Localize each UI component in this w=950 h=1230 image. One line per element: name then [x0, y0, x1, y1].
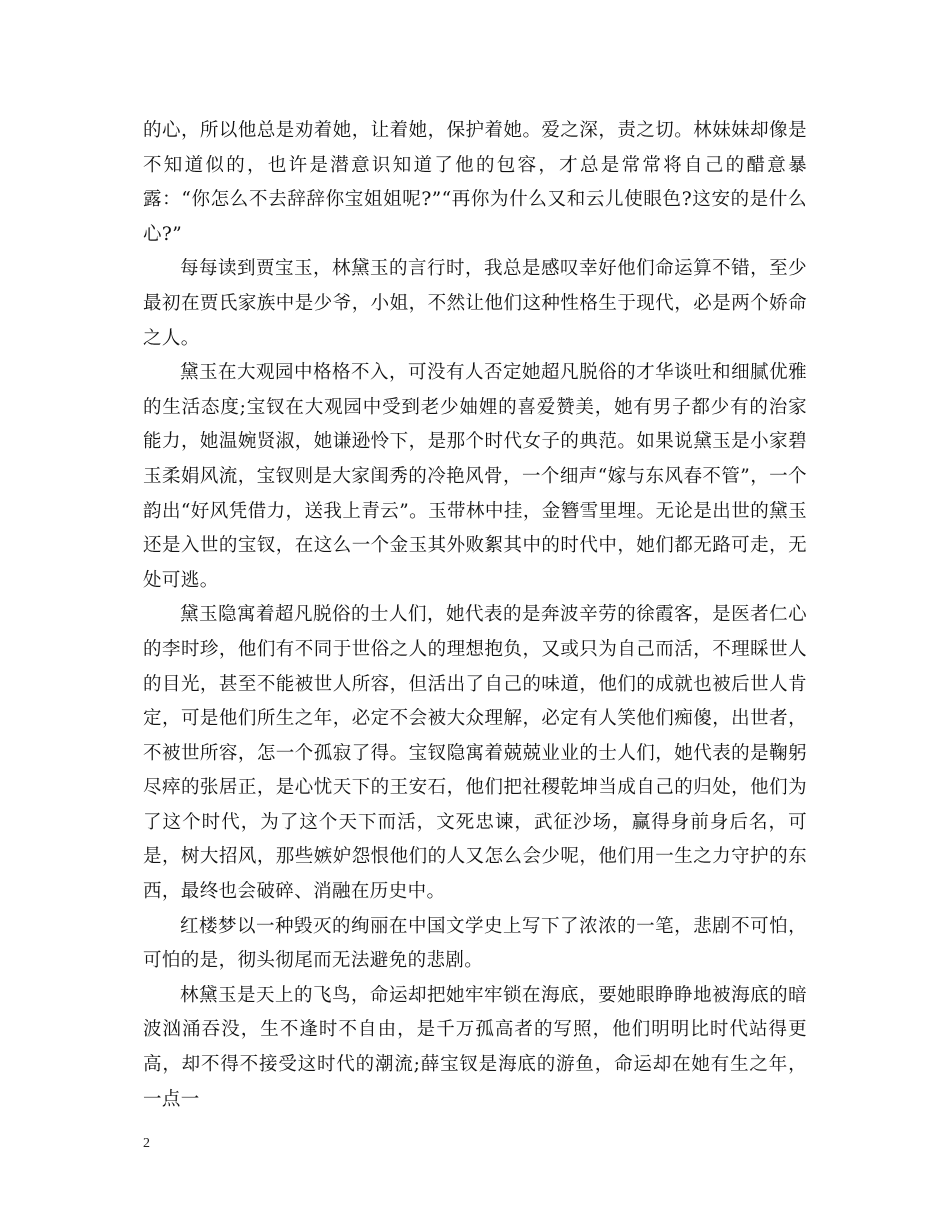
paragraph-4: 黛玉隐寓着超凡脱俗的士人们，她代表的是奔波辛劳的徐霞客，是医者仁心的李时珍，他们有不同于世俗之人的理想抱负，又或只为自己而活，不理睬世人的目光，甚至不能被世人所容，但活出了自己的味道，他们的成就也被后世人肯定，可是他们所生之年，必定不会被大众理解，必定有人笑他们痴傻，出世者，不被世所容，怎一个孤寂了得。宝钗隐寓着兢兢业业的士人们，她代表的是鞠躬尽瘁的张居正，是心忧天下的王安石，他们把社稷乾坤当成自己的归处，他们为了这个时代，为了这个天下而活，文死忠谏，武征沙场，赢得身前身后名，可是，树大招风，那些嫉妒怨恨他们的人又怎么会少呢，他们用一生之力守护的东西，最终也会破碎、消融在历史中。: [143, 604, 807, 903]
body-text: [143, 114, 807, 1117]
paragraph-6: 林黛玉是天上的飞鸟，命运却把她牢牢锁在海底，要她眼睁睁地被海底的暗波汹涌吞没，生不逢时不自由，是千万孤高者的写照，他们明明比时代站得更高，却不得不接受这时代的潮流;薛宝钗是海底的游鱼，命运却在她有生之年，一点一: [143, 984, 807, 1110]
paragraph-1: 的心，所以他总是劝着她，让着她，保护着她。爱之深，责之切。林妹妹却像是不知道似的，也许是潜意识知道了他的包容，才总是常常将自己的醋意暴露：“你怎么不去辞辞你宝姐姐呢?”“再你为什么又和云儿使眼色?这安的是什么心?”: [143, 120, 807, 245]
paragraph-2: 每每读到贾宝玉，林黛玉的言行时，我总是感叹幸好他们命运算不错，至少最初在贾氏家族中是少爷，小姐，不然让他们这种性格生于现代，必是两个娇命之人。: [143, 258, 807, 349]
paragraph-5: 红楼梦以一种毁灭的绚丽在中国文学史上写下了浓浓的一笔，悲剧不可怕，可怕的是，彻头彻尾而无法避免的悲剧。: [143, 915, 807, 972]
page-number: 2: [143, 1136, 150, 1151]
paragraph-3: 黛玉在大观园中格格不入，可没有人否定她超凡脱俗的才华谈吐和细腻优雅的生活态度;宝钗在大观园中受到老少妯娌的喜爱赞美，她有男子都少有的治家能力，她温婉贤淑，她谦逊怜下，是那个时代女子的典范。如果说黛玉是小家碧玉柔娟风流，宝钗则是大家闺秀的冷艳风骨，一个细声“嫁与东风春不管”，一个韵出“好风凭借力，送我上青云”。玉带林中挂，金簪雪里埋。无论是出世的黛玉还是入世的宝钗，在这么一个金玉其外败絮其中的时代中，她们都无路可走，无处可逃。: [143, 362, 807, 591]
